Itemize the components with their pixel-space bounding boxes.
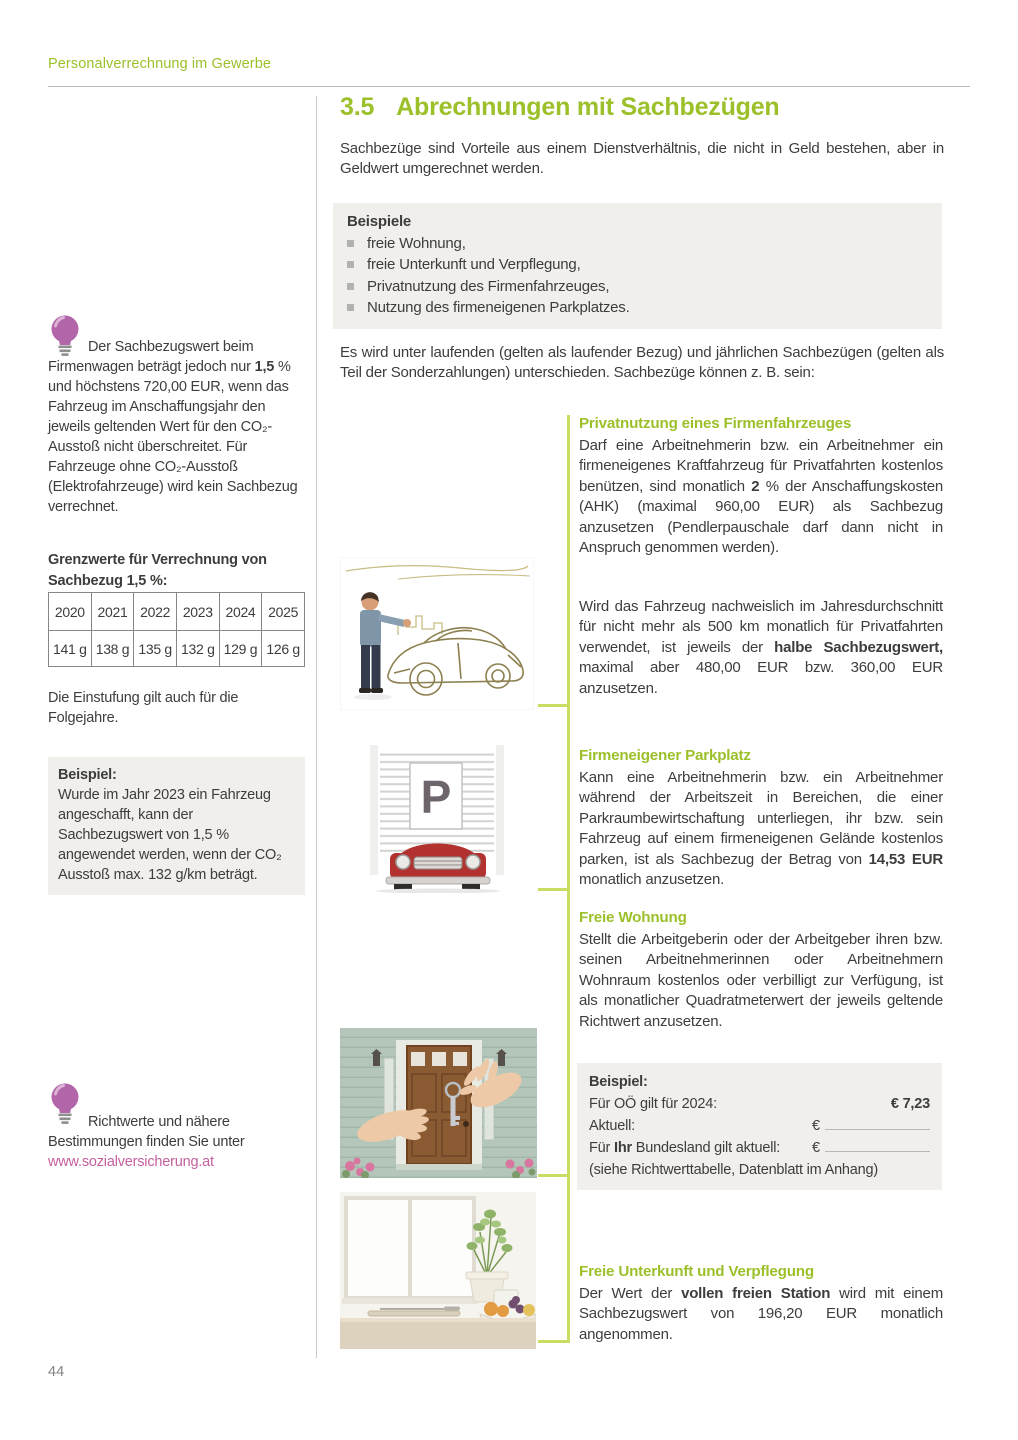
intro-paragraph: Sachbezüge sind Vorteile aus einem Dienstverhältnis, die nicht in Geld bestehen, aber in Geldwert umgerechnet werden. xyxy=(340,140,944,178)
beispiel-title: Beispiel: xyxy=(589,1074,648,1090)
window-table-photo xyxy=(340,1192,536,1349)
section-heading-parkplatz: Firmeneigener Parkplatz xyxy=(579,747,751,764)
beispiel-row xyxy=(589,1115,930,1137)
intro-paragraph-2: Es wird unter laufenden (gelten als laufender Bezug) und jährlichen Sachbezügen (gelten als Teil der Sonderzahlungen) unterschieden. Sachbezüge können z. B. sein: xyxy=(340,344,944,382)
section-tick xyxy=(538,704,568,707)
square-bullet-icon xyxy=(347,304,354,311)
beispiel-row xyxy=(589,1093,930,1115)
running-header: Personalverrechnung im Gewerbe xyxy=(48,56,272,72)
richtwert-beispiel-box xyxy=(577,1063,942,1190)
car-illustration xyxy=(340,557,534,710)
beispiel-title: Beispiel: xyxy=(58,767,117,783)
sozialversicherung-link[interactable]: www.sozialversicherung.at xyxy=(48,1154,214,1170)
page-title xyxy=(340,93,780,122)
row-value: € xyxy=(812,1137,930,1159)
square-bullet-icon xyxy=(347,261,354,268)
paragraph-unterkunft: Der Wert der vollen freien Station wird mit einem Sachbezugswert von 196,20 EUR monatlich angenommen. xyxy=(579,1285,943,1343)
section-heading-firmenfahrzeug: Privatnutzung eines Firmenfahrzeuges xyxy=(579,415,852,432)
table-row-years: 2020 2021 2022 2023 2024 2025 xyxy=(49,593,305,631)
list-item: freie Unterkunft und Verpflegung, xyxy=(347,254,928,276)
section-number: 3.5 xyxy=(340,93,375,121)
paragraph-parkplatz: Kann eine Arbeitnehmerin bzw. ein Arbeitnehmer während der Arbeitszeit in Bereichen, die einer Parkraumbewirtschaftung unterliegen, ihr bzw. sein Fahrzeug auf einem firmeneigenen Gelände kostenlos parken, ist als Sachbezug der Betrag von 14,53 EUR monatlich anzusetzen. xyxy=(579,769,943,889)
grenzwerte-table xyxy=(48,592,305,667)
list-item: Nutzung des firmeneigenen Parkplatzes. xyxy=(347,297,928,319)
sketched-car-presenter-image xyxy=(340,557,534,710)
tip-firmenwagen: Der Sachbezugswert beim Firmenwagen beträgt jedoch nur 1,5 % und höchstens 720,00 EUR, wenn das Fahrzeug im Anschaffungsjahr den jeweils geltenden Wert für den CO₂-Ausstoß nicht überschreitet. Für Fahrzeuge ohne CO₂-Ausstoß (Elektrofahrzeuge) wird kein Sachbezug verrechnet. xyxy=(48,339,298,515)
list-item: freie Wohnung, xyxy=(347,233,928,255)
beispiele-list xyxy=(347,233,928,319)
section-heading-unterkunft: Freie Unterkunft und Verpflegung xyxy=(579,1263,814,1280)
tip-richtwerte-text: Richtwerte und nähere Bestimmungen finden Sie unter xyxy=(48,1114,245,1150)
page-number: 44 xyxy=(48,1364,65,1380)
beispiel-note: (siehe Richtwerttabelle, Datenblatt im Anhang) xyxy=(589,1162,879,1178)
row-label: Für Ihr Bundesland gilt aktuell: xyxy=(589,1140,781,1156)
keys-photo xyxy=(340,1028,537,1178)
paragraph-firmenfahrzeug-1: Darf eine Arbeitnehmerin bzw. ein Arbeitnehmer ein firmeneigenes Kraftfahrzeug für Privatfahrten kostenlos benützen, sind monatlich 2 % der Anschaffungskosten (AHK) (maximal 960,00 EUR) als Sachbezug anzusetzen (Pendlerpauschale darf dann nicht in Anspruch genommen werden). xyxy=(579,437,943,557)
section-tick xyxy=(538,888,568,891)
section-tick xyxy=(538,1340,568,1343)
column-divider xyxy=(316,96,317,1358)
beispiel-row xyxy=(589,1137,930,1159)
table-row-values: 141 g 138 g 135 g 132 g 129 g 126 g xyxy=(49,631,305,667)
list-item: Privatnutzung des Firmenfahrzeuges, xyxy=(347,276,928,298)
einstufung-note: Die Einstufung gilt auch für die Folgejahre. xyxy=(48,690,239,726)
paragraph-freie-wohnung: Stellt die Arbeitgeberin oder der Arbeitgeber ihren bzw. seinen Arbeitnehmerinnen oder Arbeitnehmern Wohnraum kostenlos oder verbilligt zur Verfügung, ist als monatlicher Quadratmeterwert der jeweils geltende Richtwert anzusetzen. xyxy=(579,931,943,1030)
beispiele-box-title: Beispiele xyxy=(347,213,412,230)
row-value: € xyxy=(812,1115,930,1137)
section-accent-rule xyxy=(567,415,570,1343)
beispiel-text: Wurde im Jahr 2023 ein Fahrzeug angeschafft, kann der Sachbezugswert von 1,5 % angewendet werden, wenn der CO₂ Ausstoß max. 132 g/km beträgt. xyxy=(58,787,282,883)
grenzwerte-heading: Grenzwerte für Verrechnung von Sachbezug 1,5 %: xyxy=(48,552,267,589)
parking-garage-image xyxy=(340,741,534,893)
window-table-image xyxy=(340,1192,536,1349)
fill-in-blank[interactable] xyxy=(825,1138,930,1152)
key-handover-image xyxy=(340,1028,537,1178)
beispiele-box xyxy=(333,203,942,329)
header-rule xyxy=(48,86,970,87)
svg-text:P: P xyxy=(420,771,452,823)
square-bullet-icon xyxy=(347,283,354,290)
section-tick xyxy=(538,1174,568,1177)
row-label: Für OÖ gilt für 2024: xyxy=(589,1096,717,1112)
row-value: € 7,23 xyxy=(890,1096,930,1112)
square-bullet-icon xyxy=(347,240,354,247)
section-heading-freie-wohnung: Freie Wohnung xyxy=(579,909,687,926)
tip-richtwerte xyxy=(48,1112,310,1172)
garage-illustration xyxy=(340,741,534,893)
fill-in-blank[interactable] xyxy=(825,1116,930,1130)
sidebar-beispiel-box xyxy=(48,757,305,895)
row-label: Aktuell: xyxy=(589,1118,635,1134)
paragraph-firmenfahrzeug-2: Wird das Fahrzeug nachweislich im Jahresdurchschnitt für nicht mehr als 500 km monatlich für Privatfahrten verwendet, ist jeweils der halbe Sachbezugswert, maximal aber 480,00 EUR bzw. 360,00 EUR anzusetzen. xyxy=(579,598,943,697)
section-title: Abrechnungen mit Sachbezügen xyxy=(396,93,780,121)
